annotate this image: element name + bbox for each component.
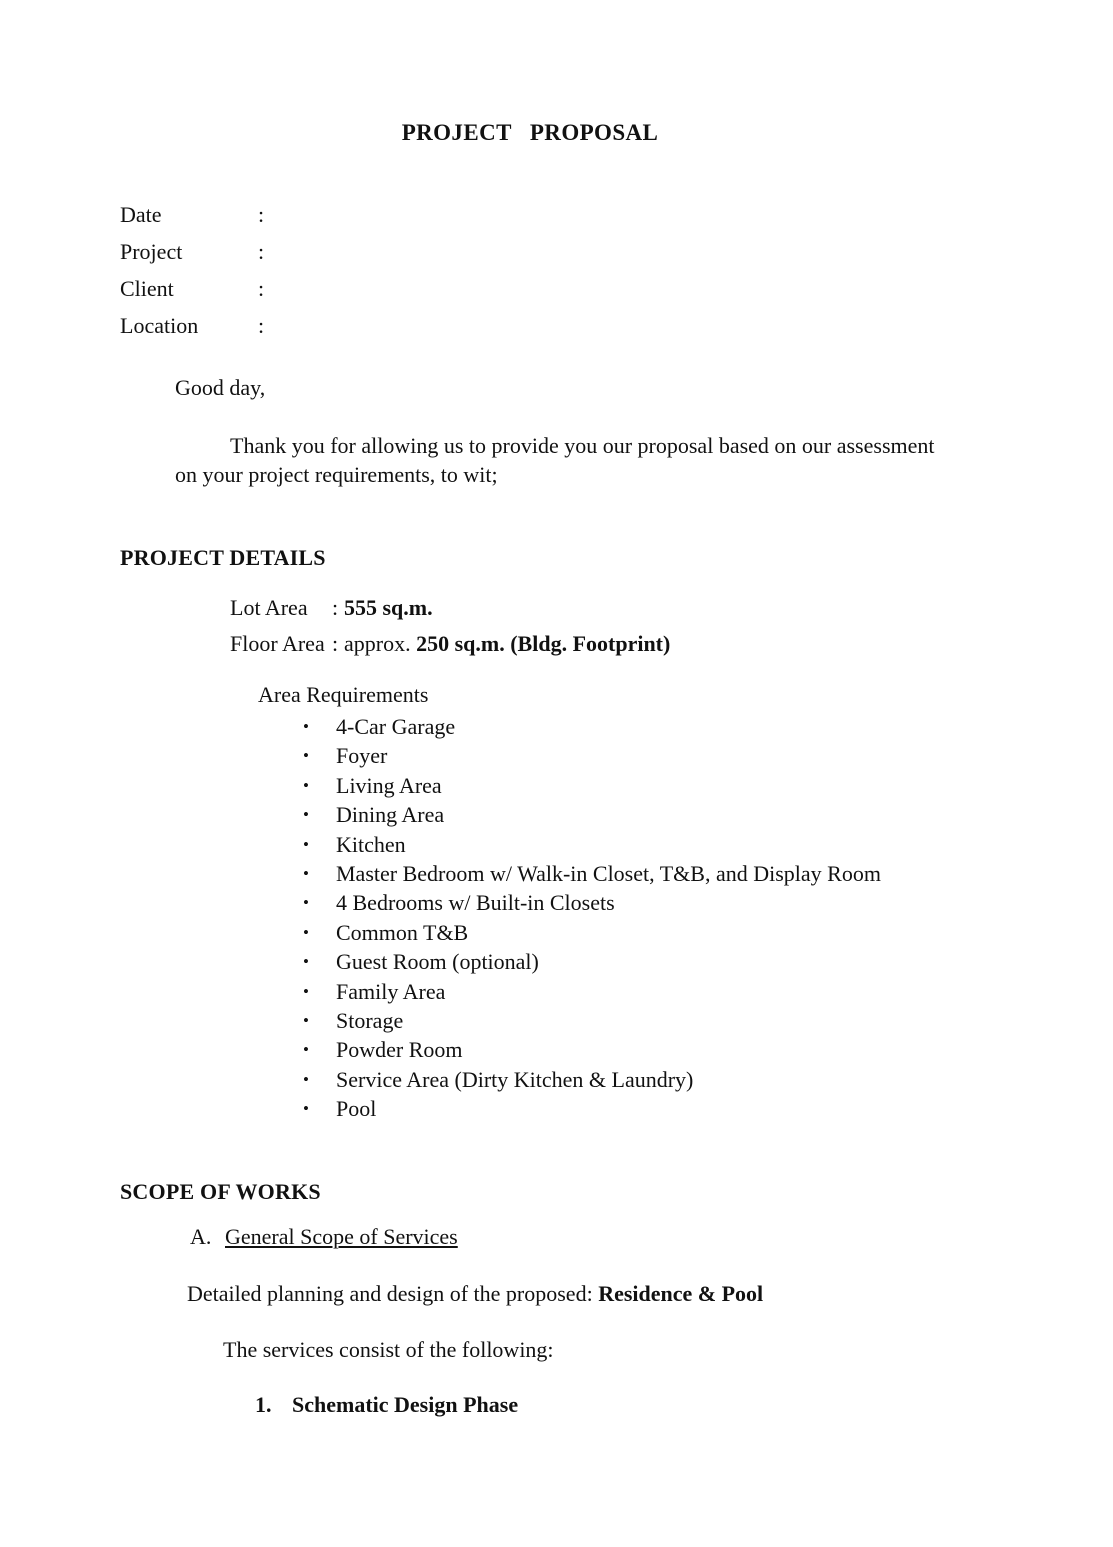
field-row-project (120, 233, 820, 270)
lot-area-row (230, 590, 670, 626)
floor-area-value-prefix: approx. (344, 631, 411, 656)
list-item-label: Kitchen (336, 831, 406, 857)
bullet-icon: • (303, 1010, 309, 1030)
bullet-icon: • (303, 893, 309, 913)
bullet-icon: • (303, 717, 309, 736)
header-fields (120, 196, 820, 344)
list-item-label: Pool (336, 1096, 377, 1122)
bullet-icon: • (303, 922, 309, 942)
list-item (300, 1006, 881, 1035)
field-label-date: Date (120, 202, 162, 227)
area-summary (230, 590, 670, 662)
list-item-label: Dining Area (336, 802, 445, 828)
bullet-icon: • (303, 775, 309, 795)
list-item (300, 888, 881, 917)
list-item-label: Guest Room (optional) (336, 949, 539, 975)
list-item-label: 4 Bedrooms w/ Built-in Closets (336, 890, 615, 916)
scope-phase-1-marker: 1. (255, 1392, 272, 1417)
field-label-client: Client (120, 276, 174, 301)
bullet-icon: • (303, 746, 309, 766)
field-label-location: Location (120, 313, 199, 338)
scope-detailed-line (187, 1281, 763, 1307)
bullet-icon: • (303, 952, 309, 972)
section-heading-scope-of-works: SCOPE OF WORKS (120, 1179, 321, 1204)
scope-item-a (190, 1224, 458, 1250)
lot-area-value: 555 sq.m. (344, 595, 433, 620)
list-item (300, 918, 881, 947)
scope-detailed-bold: Residence & Pool (598, 1281, 764, 1306)
scope-item-a-marker: A. (190, 1224, 212, 1249)
field-colon-project: : (258, 239, 265, 264)
floor-area-value: 250 sq.m. (Bldg. Footprint) (416, 631, 671, 656)
scope-phase-1-label: Schematic Design Phase (292, 1392, 519, 1417)
list-item (300, 800, 881, 829)
list-item-label: Master Bedroom w/ Walk-in Closet, T&B, and Display Room (336, 860, 881, 886)
field-row-client (120, 270, 820, 307)
bullet-icon: • (303, 834, 309, 854)
list-item-label: Foyer (336, 743, 388, 769)
field-row-location (120, 307, 820, 344)
list-item-label: Family Area (336, 978, 446, 1004)
lot-area-label: Lot Area (230, 595, 308, 620)
list-item-label: Common T&B (336, 919, 469, 945)
list-item (300, 1065, 881, 1094)
list-item-label: Service Area (Dirty Kitchen & Laundry) (336, 1066, 694, 1092)
list-item (300, 830, 881, 859)
scope-phase-1 (255, 1392, 518, 1418)
page-title: PROJECT PROPOSAL (401, 120, 659, 145)
intro-paragraph: Thank you for allowing us to provide you our proposal based on our assessment on your project requirements, to wit; (175, 433, 935, 487)
list-item (300, 947, 881, 976)
field-colon-client: : (258, 276, 265, 301)
section-heading-project-details: PROJECT DETAILS (120, 545, 326, 570)
list-item (300, 771, 881, 800)
bullet-icon: • (303, 1069, 309, 1089)
scope-detailed-text: Detailed planning and design of the proposed: (187, 1281, 593, 1306)
list-item-label: 4-Car Garage (336, 714, 456, 739)
list-item-label: Powder Room (336, 1037, 463, 1063)
field-colon-date: : (258, 202, 265, 227)
floor-area-separator: : (332, 631, 339, 656)
list-item (300, 1035, 881, 1064)
scope-services-intro: The services consist of the following: (223, 1337, 554, 1362)
field-label-project: Project (120, 239, 183, 264)
list-item (300, 1094, 881, 1123)
bullet-icon: • (303, 1099, 309, 1119)
list-item (300, 977, 881, 1006)
bullet-icon: • (303, 863, 309, 883)
floor-area-label: Floor Area (230, 631, 325, 656)
list-item-label: Storage (336, 1007, 404, 1033)
lot-area-separator: : (332, 595, 339, 620)
area-requirements-title: Area Requirements (258, 682, 429, 707)
bullet-icon: • (303, 981, 309, 1001)
list-item-label: Living Area (336, 772, 442, 798)
bullet-icon: • (303, 805, 309, 825)
list-item (300, 741, 881, 770)
area-requirements-list (300, 712, 881, 1123)
list-item (300, 712, 881, 741)
scope-item-a-label: General Scope of Services (225, 1224, 458, 1249)
field-colon-location: : (258, 313, 265, 338)
bullet-icon: • (303, 1040, 309, 1060)
list-item (300, 859, 881, 888)
greeting-text: Good day, (175, 375, 266, 400)
floor-area-row (230, 626, 670, 662)
field-row-date (120, 196, 820, 233)
